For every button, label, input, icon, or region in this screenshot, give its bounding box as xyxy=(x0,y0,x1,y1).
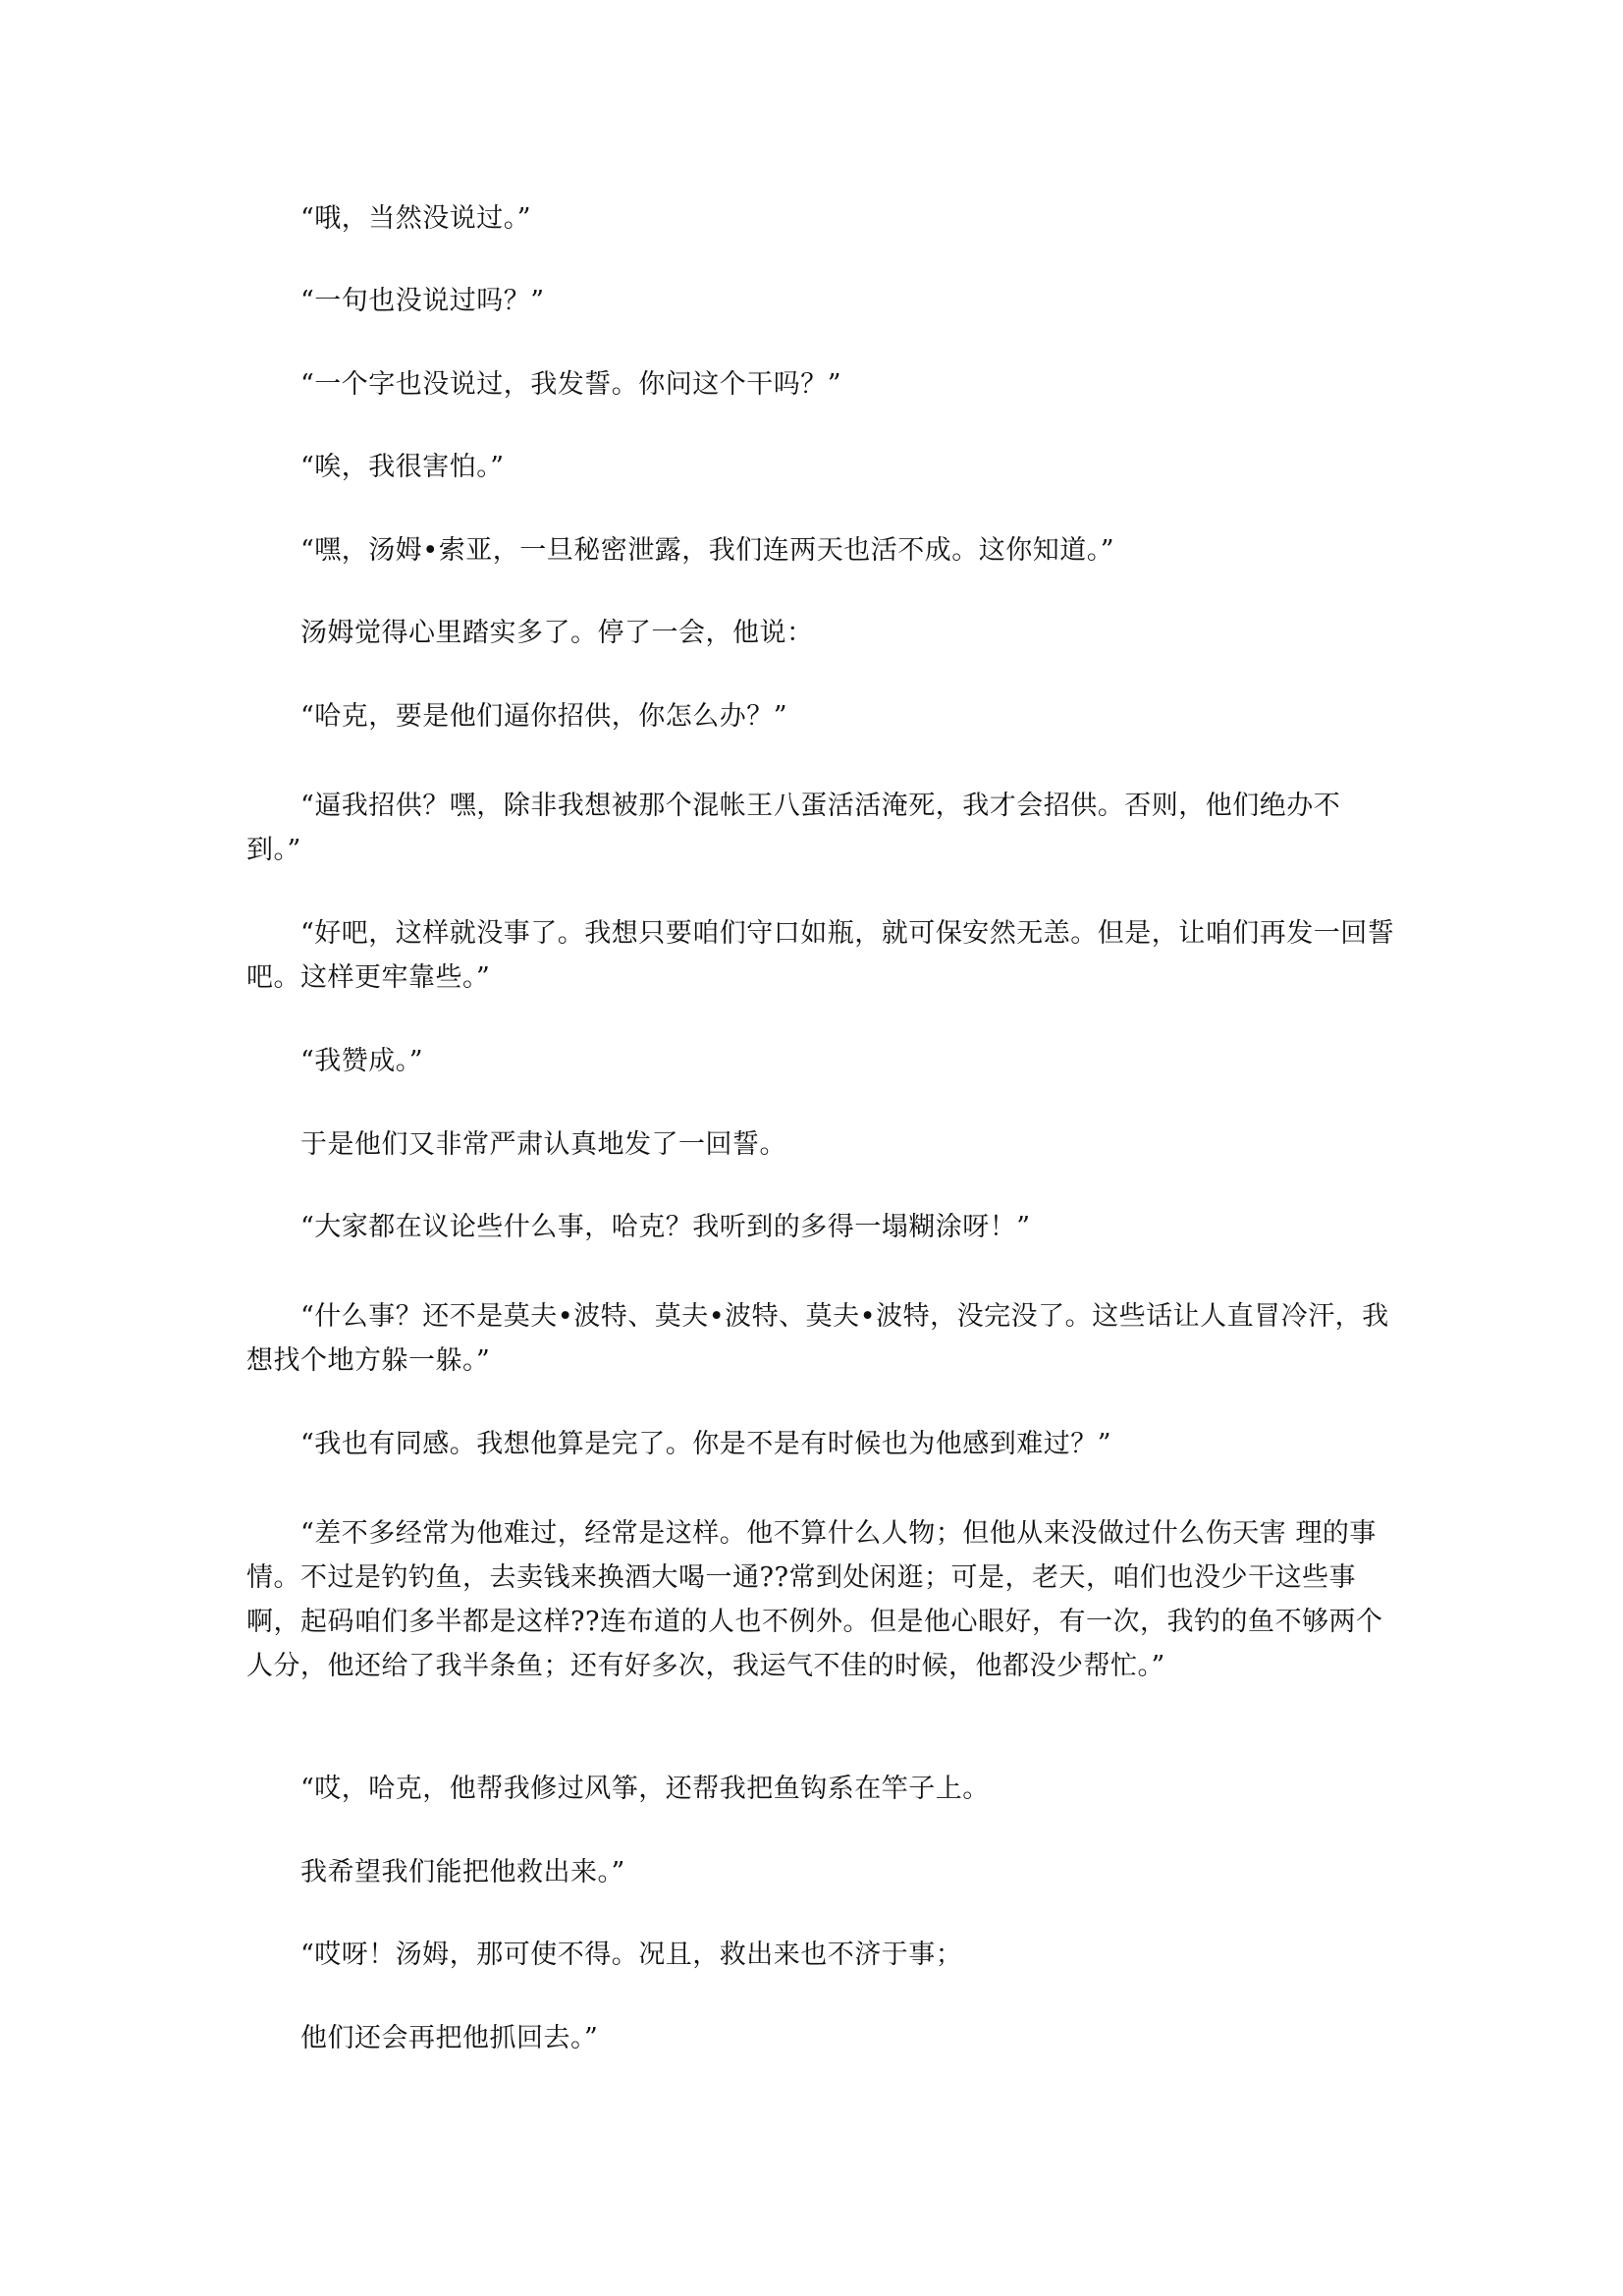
paragraph-5: “嘿，汤姆•索亚，一旦秘密泄露，我们连两天也活不成。这你知道。” xyxy=(300,535,1115,566)
paragraph-11: 于是他们又非常严肃认真地发了一回誓。 xyxy=(300,1129,786,1160)
paragraph-16: “哎，哈克，他帮我修过风筝，还帮我把鱼钩系在竿子上。 xyxy=(300,1774,990,1804)
paragraph-14: “我也有同感。我想他算是完了。你是不是有时候也为他感到难过？” xyxy=(300,1429,1112,1459)
paragraph-17: 我希望我们能把他救出来。” xyxy=(300,1857,625,1887)
paragraph-18: “哎呀！汤姆，那可使不得。况且，救出来也不济于事； xyxy=(300,1940,963,1970)
paragraph-19: 他们还会再把他抓回去。” xyxy=(300,2023,599,2053)
paragraph-8: “逼我招供？嘿，除非我想被那个混帐王八蛋活活淹死，我才会招供。否则，他们绝办不到。” xyxy=(246,791,1341,865)
paragraph-2: “一句也没说过吗？” xyxy=(300,286,545,316)
paragraph-6: 汤姆觉得心里踏实多了。停了一会，他说： xyxy=(300,618,814,648)
paragraph-13: “什么事？还不是莫夫•波特、莫夫•波特、莫夫•波特，没完没了。这些话让人直冒冷汗，我想找个地方躲一躲。” xyxy=(246,1301,1389,1376)
paragraph-15: “差不多经常为他难过，经常是这样。他不算什么人物；但他从来没做过什么伤天害 理的事情。不过是钓钓鱼，去卖钱来换酒大喝一通??常到处闲逛；可是，老天，咱们也没少干这些事啊，起码咱们多半都是这样??连布道的人也不例外。但是他心眼好，有一次，我钓的鱼不够两个人分，他还给了我半条鱼；还有好多次，我运气不佳的时候，他都没少帮忙。” xyxy=(246,1518,1383,1681)
paragraph-4: “唉，我很害怕。” xyxy=(300,452,505,482)
paragraph-1: “哦，当然没说过。” xyxy=(300,203,532,234)
paragraph-12: “大家都在议论些什么事，哈克？我听到的多得一塌糊涂呀！” xyxy=(300,1212,1031,1242)
paragraph-10: “我赞成。” xyxy=(300,1046,424,1076)
paragraph-3: “一个字也没说过，我发誓。你问这个干吗？” xyxy=(300,369,842,400)
paragraph-9: “好吧，这样就没事了。我想只要咱们守口如瓶，就可保安然无恙。但是，让咱们再发一回誓吧。这样更牢靠些。” xyxy=(246,918,1395,993)
paragraph-7: “哈克，要是他们逼你招供，你怎么办？” xyxy=(300,701,788,732)
